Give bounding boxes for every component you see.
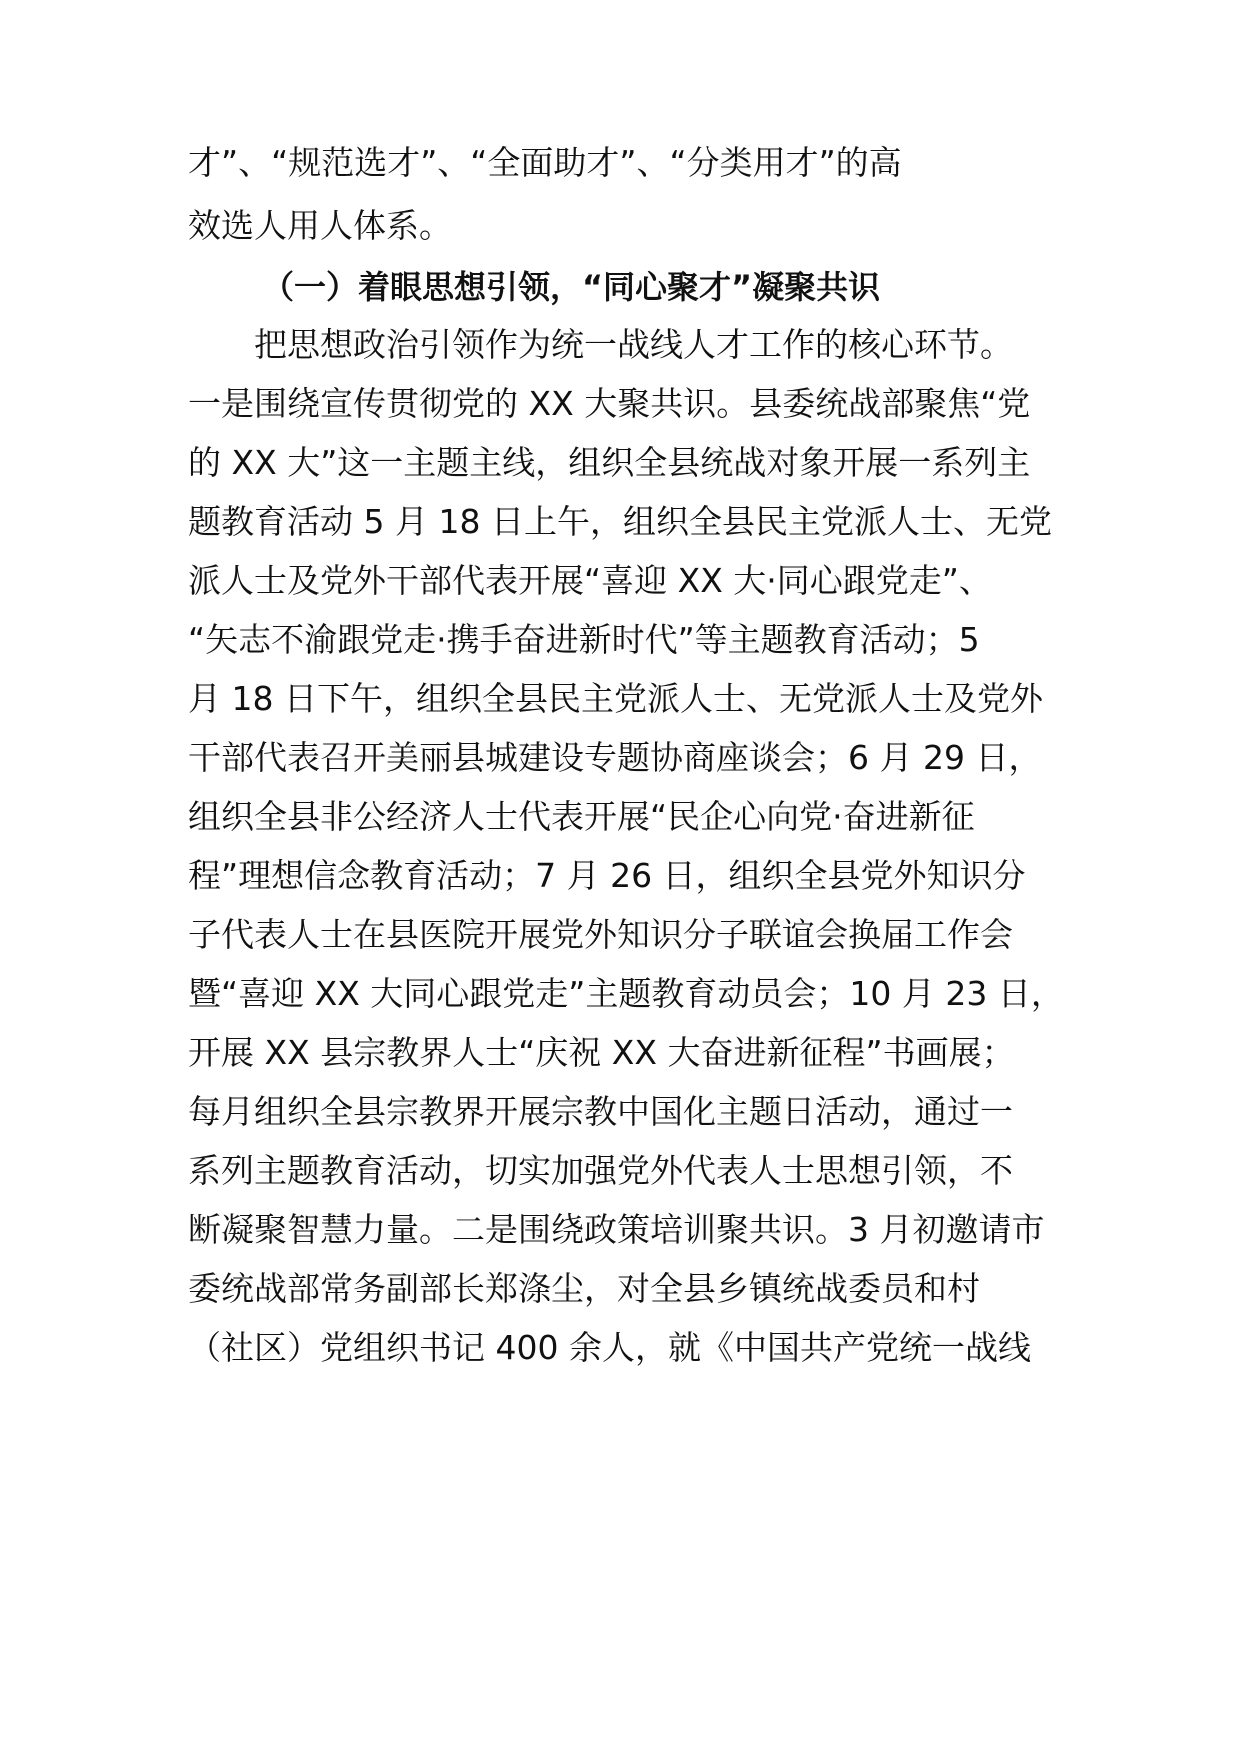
paragraph-line: “矢志不渝跟党走·携手奋进新时代”等主题教育活动；5 (188, 620, 980, 659)
paragraph-line: 系列主题教育活动，切实加强党外代表人士思想引领，不 (188, 1151, 1013, 1190)
paragraph-line: 月 18 日下午，组织全县民主党派人士、无党派人士及党外 (188, 679, 1043, 718)
text-line: 才”、“规范选才”、“全面助才”、“分类用才”的高 (188, 143, 902, 182)
paragraph-line: 干部代表召开美丽县城建设专题协商座谈会；6 月 29 日， (188, 738, 1042, 777)
paragraph-line: 一是围绕宣传贯彻党的 XX 大聚共识。县委统战部聚焦“党 (188, 384, 1031, 423)
paragraph-line: 断凝聚智慧力量。二是围绕政策培训聚共识。3 月初邀请市 (188, 1210, 1045, 1249)
paragraph-line: 组织全县非公经济人士代表开展“民企心向党·奋进新征 (188, 797, 975, 836)
paragraph-first-line: 把思想政治引领作为统一战线人才工作的核心环节。 (254, 325, 1013, 364)
paragraph-line: 题教育活动 5 月 18 日上午，组织全县民主党派人士、无党 (188, 502, 1052, 541)
paragraph-line: 派人士及党外干部代表开展“喜迎 XX 大·同心跟党走”、 (188, 561, 992, 600)
paragraph-line: 开展 XX 县宗教界人士“庆祝 XX 大奋进新征程”书画展； (188, 1033, 1015, 1072)
text-line: 效选人用人体系。 (188, 206, 452, 245)
section-heading: （一）着眼思想引领，“同心聚才”凝聚共识 (262, 268, 881, 306)
paragraph-line: 委统战部常务副部长郑涤尘，对全县乡镇统战委员和村 (188, 1269, 980, 1308)
paragraph-line: 程”理想信念教育活动；7 月 26 日，组织全县党外知识分 (188, 856, 1026, 895)
paragraph-line: （社区）党组织书记 400 余人，就《中国共产党统一战线 (188, 1328, 1031, 1367)
paragraph-line: 的 XX 大”这一主题主线，组织全县统战对象开展一系列主 (188, 443, 1031, 482)
paragraph-line: 子代表人士在县医院开展党外知识分子联谊会换届工作会 (188, 915, 1013, 954)
paragraph-line: 每月组织全县宗教界开展宗教中国化主题日活动，通过一 (188, 1092, 1013, 1131)
paragraph-line: 暨“喜迎 XX 大同心跟党走”主题教育动员会；10 月 23 日， (188, 974, 1064, 1013)
